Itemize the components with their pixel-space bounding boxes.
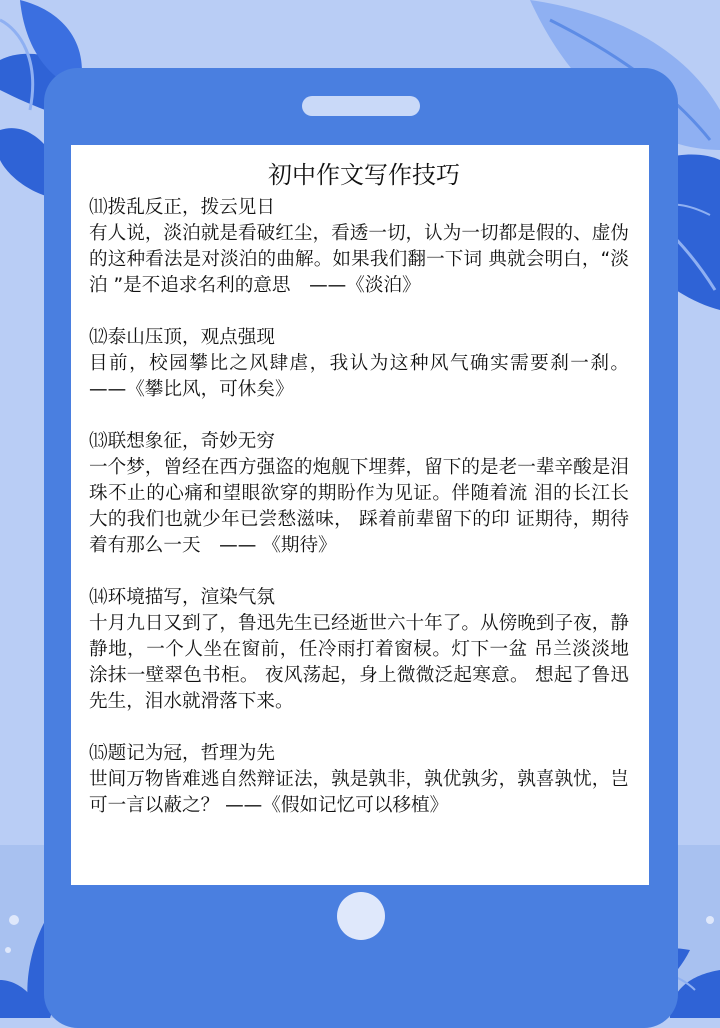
tip-heading: ⒁环境描写，渲染气氛 <box>89 587 275 608</box>
tip-section <box>89 195 629 299</box>
tip-heading: ⒂题记为冠，哲理为先 <box>89 743 275 764</box>
tip-body: 世间万物皆难逃自然辩证法，孰是孰非，孰优孰劣，孰喜孰忧，岂可一言以蔽之？ ——《假如记忆可以移植》 <box>89 769 629 816</box>
tablet-home-button <box>337 892 385 940</box>
tip-heading: ⑿泰山压顶，观点强现 <box>89 327 275 348</box>
tip-body: 一个梦，曾经在西方强盗的炮舰下埋葬，留下的是老一辈辛酸是泪珠不止的心痛和望眼欲穿的期盼作为见证。伴随着流 泪的长江长大的我们也就少年已尝愁滋味， 踩着前辈留下的印 证期待，期待着有那么一天 —— 《期待》 <box>89 457 629 556</box>
tip-section <box>89 325 629 403</box>
tablet-speaker <box>302 96 420 116</box>
tip-heading: ⑾拨乱反正，拨云见日 <box>89 197 275 218</box>
tip-body: 目前，校园攀比之风肆虐，我认为这种风气确实需要刹一刹。 ——《攀比风，可休矣》 <box>89 353 629 400</box>
tip-heading: ⒀联想象征，奇妙无穷 <box>89 431 275 452</box>
tip-body: 有人说，淡泊就是看破红尘，看透一切，认为一切都是假的、虚伪的这种看法是对淡泊的曲解。如果我们翻一下词 典就会明白，“淡泊 ”是不追求名利的意思 ——《淡泊》 <box>89 223 629 296</box>
tip-section <box>89 585 629 715</box>
page-title: 初中作文写作技巧 <box>268 161 460 189</box>
tip-section <box>89 429 629 559</box>
document-content <box>89 155 629 845</box>
tip-section <box>89 741 629 819</box>
tip-body: 十月九日又到了，鲁迅先生已经逝世六十年了。从傍晚到子夜，静静地，一个人坐在窗前，任冷雨打着窗棂。灯下一盆 吊兰淡淡地涂抹一壁翠色书柜。 夜风荡起，身上微微泛起寒意。 想起了鲁迅先生，泪水就滑落下来。 <box>89 613 629 712</box>
